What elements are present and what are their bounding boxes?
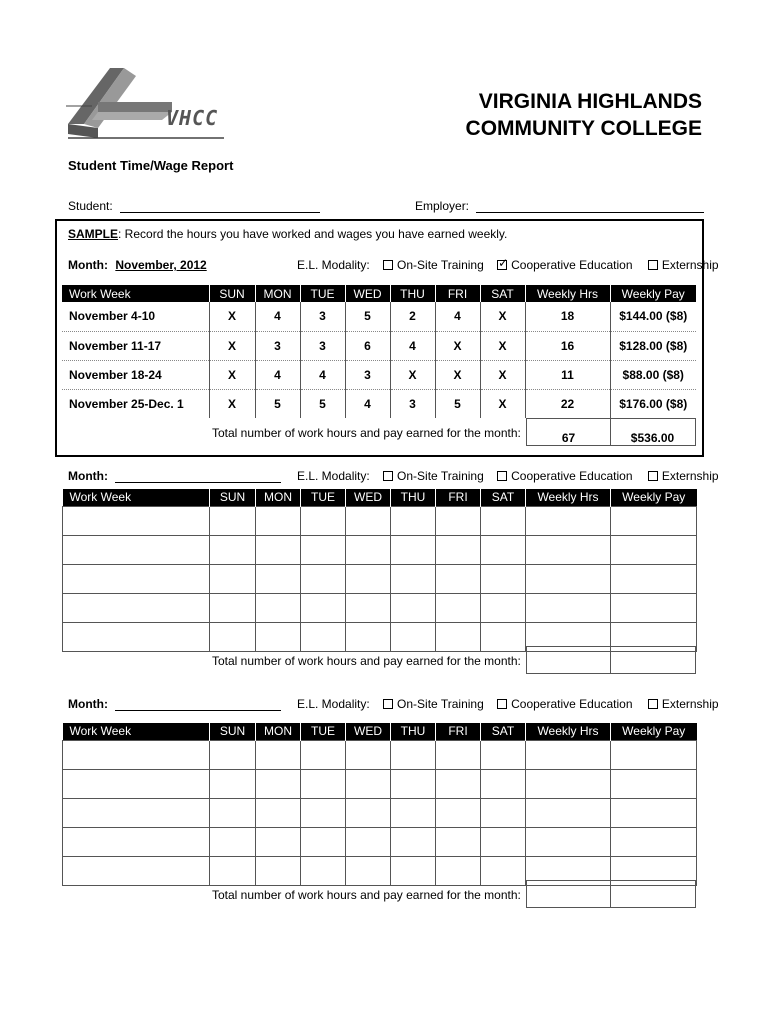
table-row [62, 331, 696, 360]
table-cell[interactable] [210, 622, 256, 651]
table-cell[interactable] [436, 506, 481, 535]
table-cell[interactable] [210, 593, 256, 622]
sample-month-value: November, 2012 [115, 258, 207, 272]
table-cell[interactable] [526, 769, 611, 798]
table-cell[interactable] [63, 798, 210, 827]
table-cell[interactable] [436, 535, 481, 564]
table-cell[interactable] [256, 564, 301, 593]
column-header: TUE [301, 489, 346, 506]
table-cell[interactable] [256, 622, 301, 651]
table-row [62, 302, 696, 331]
employer-row [415, 199, 704, 213]
table-cell[interactable] [301, 622, 346, 651]
total-hours-field[interactable] [526, 646, 611, 674]
table-cell: November 25-Dec. 1 [62, 389, 209, 418]
table-cell[interactable] [301, 856, 346, 885]
table-cell[interactable] [436, 593, 481, 622]
table-cell: 5 [345, 302, 390, 331]
month-field[interactable] [115, 470, 281, 483]
table-cell[interactable] [611, 827, 697, 856]
table-cell[interactable] [436, 622, 481, 651]
table-cell: $88.00 ($8) [610, 360, 696, 389]
table-cell: 4 [255, 302, 300, 331]
sample-total-hours [526, 418, 611, 446]
column-header: FRI [436, 723, 481, 740]
column-header: Weekly Pay [611, 723, 697, 740]
modality-option: Cooperative Education [511, 469, 633, 483]
table-cell: November 18-24 [62, 360, 209, 389]
table-cell[interactable] [256, 593, 301, 622]
modality-option: Cooperative Education [511, 258, 633, 272]
table-cell[interactable] [391, 740, 436, 769]
table-cell: 6 [345, 331, 390, 360]
table-cell[interactable] [481, 506, 526, 535]
column-header: WED [346, 723, 391, 740]
table-cell: 22 [525, 389, 610, 418]
table-cell: 3 [345, 360, 390, 389]
table-cell: X [209, 360, 255, 389]
table-cell[interactable] [63, 564, 210, 593]
table-cell: 3 [255, 331, 300, 360]
column-header: FRI [436, 489, 481, 506]
table-cell[interactable] [346, 564, 391, 593]
table-cell[interactable] [256, 856, 301, 885]
table-header-row [63, 723, 697, 740]
table-cell[interactable] [526, 535, 611, 564]
table-cell: X [480, 360, 525, 389]
column-header: Weekly Hrs [525, 285, 610, 302]
month-row-1 [68, 469, 281, 483]
table-cell[interactable] [210, 564, 256, 593]
column-header: Work Week [63, 489, 210, 506]
table-cell[interactable] [391, 622, 436, 651]
table-cell[interactable] [481, 593, 526, 622]
checkbox-icon[interactable] [383, 699, 393, 709]
modality-option: Externship [661, 697, 719, 711]
table-cell[interactable] [301, 593, 346, 622]
logo-text: VHCC [166, 106, 219, 130]
table-row[interactable] [63, 740, 697, 769]
total-pay-field[interactable] [610, 646, 696, 674]
table-row[interactable] [63, 593, 697, 622]
sample-total-label: Total number of work hours and pay earned for the month: [212, 426, 521, 440]
column-header: SAT [481, 489, 526, 506]
table-cell[interactable] [611, 798, 697, 827]
month-label: Month: [68, 697, 108, 711]
table-cell: 5 [435, 389, 480, 418]
checkbox-icon[interactable] [648, 471, 658, 481]
table-cell[interactable] [436, 827, 481, 856]
column-header: SAT [480, 285, 525, 302]
total-hours-field[interactable] [526, 880, 611, 908]
table-cell: 4 [300, 360, 345, 389]
table-cell[interactable] [611, 535, 697, 564]
modality-label: E.L. Modality: [297, 469, 370, 483]
column-header: SAT [481, 723, 526, 740]
table-cell[interactable] [526, 564, 611, 593]
column-header: SUN [210, 489, 256, 506]
table-cell[interactable] [436, 798, 481, 827]
table-cell[interactable] [526, 827, 611, 856]
column-header: Weekly Hrs [526, 489, 611, 506]
modality-option: Cooperative Education [511, 697, 633, 711]
table-cell[interactable] [256, 769, 301, 798]
table-cell: 4 [435, 302, 480, 331]
column-header: Weekly Pay [611, 489, 697, 506]
student-label: Student: [68, 199, 113, 213]
column-header: SUN [210, 723, 256, 740]
table-cell[interactable] [436, 740, 481, 769]
table-cell: November 4-10 [62, 302, 209, 331]
table-cell[interactable] [391, 593, 436, 622]
column-header: TUE [300, 285, 345, 302]
sample-modality-row [297, 258, 719, 272]
table-cell[interactable] [256, 740, 301, 769]
column-header: FRI [435, 285, 480, 302]
column-header: Weekly Hrs [526, 723, 611, 740]
table-cell[interactable] [63, 769, 210, 798]
month-field[interactable] [115, 698, 281, 711]
report-title: Student Time/Wage Report [68, 158, 234, 173]
table-row [62, 360, 696, 389]
table-cell: X [480, 389, 525, 418]
blank-table-1 [62, 489, 697, 652]
vhcc-logo [62, 62, 232, 146]
table-cell[interactable] [436, 564, 481, 593]
table-cell: 5 [255, 389, 300, 418]
table-row[interactable] [63, 535, 697, 564]
checkbox-icon[interactable] [383, 471, 393, 481]
table-cell[interactable] [63, 827, 210, 856]
column-header: Work Week [63, 723, 210, 740]
modality-option: Externship [661, 258, 719, 272]
month-row-2 [68, 697, 281, 711]
table-cell: X [209, 389, 255, 418]
table-cell[interactable] [301, 798, 346, 827]
table-cell[interactable] [256, 506, 301, 535]
table-cell[interactable] [210, 769, 256, 798]
table-cell: 2 [390, 302, 435, 331]
table-cell: 4 [390, 331, 435, 360]
table-cell: 11 [525, 360, 610, 389]
table-cell[interactable] [526, 593, 611, 622]
table-cell: X [480, 302, 525, 331]
column-header: THU [390, 285, 435, 302]
table-cell[interactable] [481, 769, 526, 798]
sample-table [62, 285, 696, 418]
table-cell[interactable] [63, 740, 210, 769]
table-cell: $176.00 ($8) [619, 396, 688, 411]
table-cell[interactable] [611, 740, 697, 769]
total-label: Total number of work hours and pay earned for the month: [212, 888, 521, 902]
column-header: Weekly Pay [610, 285, 696, 302]
college-name [420, 88, 702, 142]
column-header: THU [391, 723, 436, 740]
table-cell[interactable] [63, 856, 210, 885]
sample-instruction-text: : Record the hours you have worked and wages you have earned weekly. [118, 227, 508, 241]
checkbox-icon[interactable] [497, 699, 507, 709]
table-row[interactable] [63, 798, 697, 827]
table-cell[interactable] [481, 740, 526, 769]
table-cell: 16 [525, 331, 610, 360]
table-cell[interactable] [481, 827, 526, 856]
table-cell[interactable] [210, 740, 256, 769]
table-header-row [62, 285, 696, 302]
table-cell[interactable] [611, 593, 697, 622]
table-cell[interactable] [481, 798, 526, 827]
table-cell[interactable] [391, 856, 436, 885]
sample-month-label: Month: [68, 258, 108, 272]
table-cell: 3 [390, 389, 435, 418]
table-cell[interactable] [391, 798, 436, 827]
table-cell[interactable] [346, 827, 391, 856]
column-header: WED [345, 285, 390, 302]
modality-label: E.L. Modality: [297, 258, 370, 272]
table-cell[interactable] [63, 506, 210, 535]
table-row[interactable] [63, 827, 697, 856]
table-cell[interactable] [391, 827, 436, 856]
modality-option: On-Site Training [397, 697, 484, 711]
table-row[interactable] [63, 769, 697, 798]
employer-field[interactable] [476, 200, 704, 213]
table-cell[interactable] [256, 827, 301, 856]
table-cell[interactable] [63, 535, 210, 564]
column-header: WED [346, 489, 391, 506]
total-hours-value: 67 [561, 431, 576, 445]
table-cell: X [435, 360, 480, 389]
modality-option: Externship [661, 469, 719, 483]
table-cell[interactable] [210, 827, 256, 856]
table-cell[interactable] [526, 798, 611, 827]
modality-row-2 [297, 697, 719, 711]
table-row [62, 389, 696, 418]
college-line-2: COMMUNITY COLLEGE [465, 117, 702, 140]
table-header-row [63, 489, 697, 506]
table-cell: 4 [345, 389, 390, 418]
table-cell[interactable] [256, 798, 301, 827]
table-cell[interactable] [526, 740, 611, 769]
table-cell[interactable] [611, 506, 697, 535]
sample-month-row [68, 258, 207, 272]
table-cell: November 11-17 [62, 331, 209, 360]
table-cell: 3 [300, 331, 345, 360]
table-cell: X [390, 360, 435, 389]
table-cell[interactable] [481, 564, 526, 593]
employer-label: Employer: [415, 199, 470, 213]
modality-option: On-Site Training [397, 469, 484, 483]
table-cell[interactable] [63, 593, 210, 622]
table-cell[interactable] [436, 769, 481, 798]
table-cell[interactable] [346, 593, 391, 622]
table-cell[interactable] [210, 506, 256, 535]
table-cell[interactable] [481, 622, 526, 651]
checkbox-icon[interactable] [497, 471, 507, 481]
column-header: MON [255, 285, 300, 302]
table-cell[interactable] [210, 856, 256, 885]
blank-table-2 [62, 723, 697, 886]
table-cell: X [435, 331, 480, 360]
checkbox-checked-icon[interactable] [497, 260, 507, 270]
table-cell[interactable] [611, 769, 697, 798]
table-cell: X [480, 331, 525, 360]
table-cell: 18 [525, 302, 610, 331]
sample-prefix: SAMPLE [68, 227, 119, 241]
total-label: Total number of work hours and pay earned for the month: [212, 654, 521, 668]
table-cell[interactable] [346, 740, 391, 769]
table-cell[interactable] [346, 506, 391, 535]
column-header: TUE [301, 723, 346, 740]
month-label: Month: [68, 469, 108, 483]
table-cell[interactable] [391, 564, 436, 593]
table-cell: $128.00 ($8) [610, 331, 696, 360]
student-field[interactable] [120, 200, 320, 213]
student-row [68, 199, 320, 213]
table-cell: X [209, 331, 255, 360]
table-cell[interactable] [210, 535, 256, 564]
table-cell[interactable] [346, 535, 391, 564]
table-row[interactable] [63, 564, 697, 593]
table-cell[interactable] [63, 622, 210, 651]
sample-total-pay [610, 418, 696, 446]
table-cell[interactable] [391, 769, 436, 798]
table-cell: 4 [255, 360, 300, 389]
table-cell: 3 [300, 302, 345, 331]
modality-row-1 [297, 469, 719, 483]
table-cell[interactable] [301, 769, 346, 798]
table-cell[interactable] [301, 564, 346, 593]
column-header: MON [256, 723, 301, 740]
college-line-1: VIRGINIA HIGHLANDS [478, 90, 702, 113]
total-pay-field[interactable] [610, 880, 696, 908]
table-cell[interactable] [481, 535, 526, 564]
total-pay-value: $536.00 [630, 431, 675, 445]
table-row[interactable] [63, 506, 697, 535]
table-cell[interactable] [346, 856, 391, 885]
column-header: THU [391, 489, 436, 506]
table-cell[interactable] [391, 506, 436, 535]
table-cell: 5 [300, 389, 345, 418]
column-header: MON [256, 489, 301, 506]
checkbox-icon[interactable] [648, 699, 658, 709]
sample-instruction [68, 227, 507, 241]
table-cell[interactable] [301, 827, 346, 856]
checkbox-icon[interactable] [383, 260, 393, 270]
table-cell[interactable] [256, 535, 301, 564]
table-cell[interactable] [346, 798, 391, 827]
modality-label: E.L. Modality: [297, 697, 370, 711]
table-cell[interactable] [301, 535, 346, 564]
checkbox-icon[interactable] [648, 260, 658, 270]
table-cell[interactable] [346, 769, 391, 798]
modality-option: On-Site Training [397, 258, 484, 272]
column-header: Work Week [62, 285, 209, 302]
table-cell[interactable] [481, 856, 526, 885]
table-cell[interactable] [391, 535, 436, 564]
table-cell[interactable] [436, 856, 481, 885]
table-cell[interactable] [526, 506, 611, 535]
table-cell[interactable] [301, 506, 346, 535]
table-cell[interactable] [301, 740, 346, 769]
table-cell[interactable] [346, 622, 391, 651]
column-header: SUN [209, 285, 255, 302]
table-cell: $144.00 ($8) [610, 302, 696, 331]
table-cell[interactable] [210, 798, 256, 827]
table-cell: X [209, 302, 255, 331]
table-cell[interactable] [611, 564, 697, 593]
